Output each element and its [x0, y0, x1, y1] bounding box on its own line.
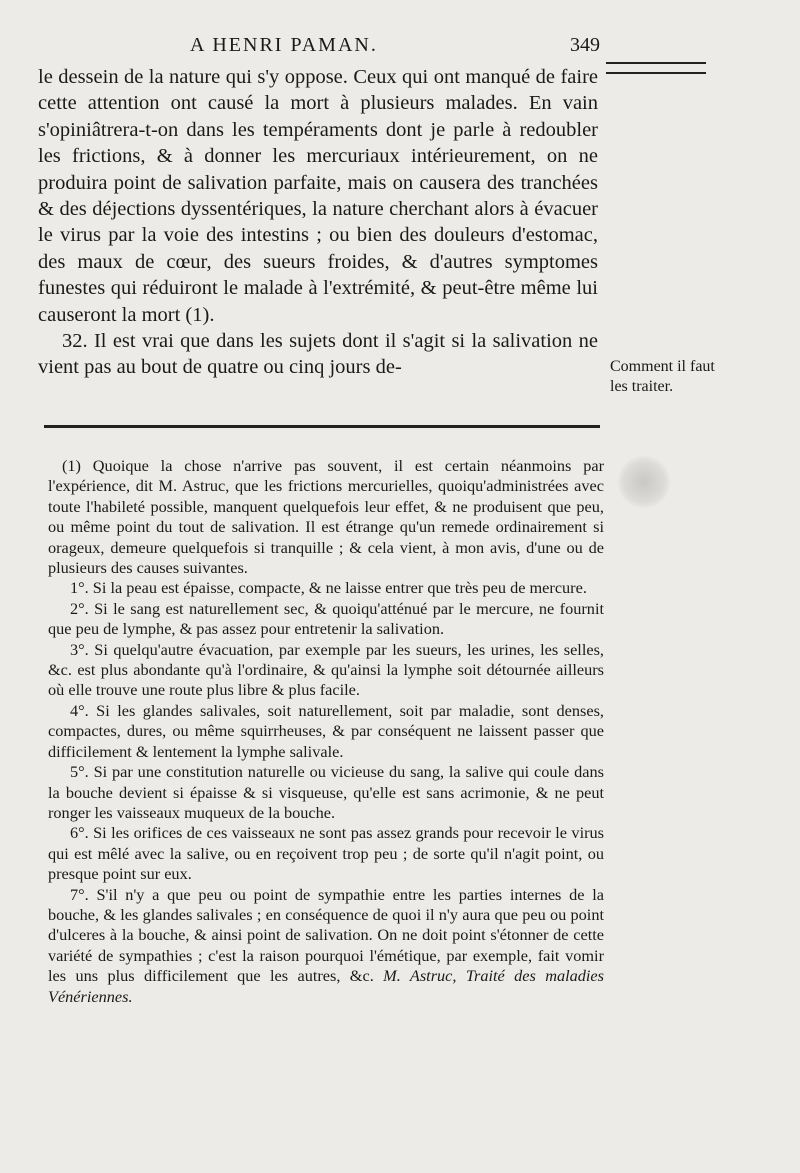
decorative-double-rule	[606, 62, 706, 74]
footnote-item-7-text: 7°. S'il n'y a que peu ou point de sympathie entre les parties internes de la bouche, & les glandes salivales ; en conséquence de quoi il n'y aura que peu ou point d'ulceres à la bouche, & ainsi point de salivation. On ne doit point s'étonner de cette variété de sympathies ; c'est la raison pourquoi l'émétique, par exemple, fait vomir les uns plus difficilement que les autres, &c.	[48, 884, 604, 986]
footnote-item-3: 3°. Si quelqu'autre évacuation, par exemple par les sueurs, les urines, les selles, &c. est plus abondante qu'à l'ordinaire, & qu'ainsi la lymphe soit détournée ailleurs où elle trouve une route plus libre & plus facile.	[48, 639, 604, 700]
footnote	[48, 456, 604, 1007]
footnote-intro: (1) Quoique la chose n'arrive pas souvent, il est certain néanmoins par l'expérience, dit M. Astruc, que les frictions mercurielles, quoiqu'administrées avec toute l'habileté possible, manquent quelquefois leur effet, & ne produisent que peu, ou même point du tout de salivation. Il est étrange qu'un remede ordinairement si orageux, demeure quelquefois si tranquille ; & cela vient, à mon avis, d'une ou de plusieurs des causes suivantes.	[48, 456, 604, 578]
footnote-item-1: 1°. Si la peau est épaisse, compacte, & ne laisse entrer que très peu de mercure.	[70, 578, 587, 598]
footnote-item-7	[48, 885, 604, 1007]
paper-stain	[618, 456, 670, 508]
page-header	[40, 34, 600, 64]
page-number: 349	[570, 34, 600, 56]
footnote-item-6: 6°. Si les orifices de ces vaisseaux ne sont pas assez grands pour recevoir le virus qui est mêlé avec la salive, ou en reçoivent trop peu ; de sorte qu'il n'agit point, ou presque point sur eux.	[48, 823, 604, 884]
main-text	[38, 64, 598, 381]
running-title: A HENRI PAMAN.	[190, 34, 378, 56]
marginal-note: Comment il faut les traiter.	[610, 358, 715, 395]
footnote-separator-rule	[44, 425, 600, 428]
footnote-item-2: 2°. Si le sang est naturellement sec, & quoiqu'atténué par le mercure, ne fournit que peu de lymphe, & pas assez pour entretenir la salivation.	[48, 598, 604, 639]
main-paragraph-2: 32. Il est vrai que dans les sujets dont il s'agit si la salivation ne vient pas au bout de quatre ou cinq jours de-	[38, 330, 598, 379]
footnote-item-5: 5°. Si par une constitution naturelle ou vicieuse du sang, la salive qui coule dans la bouche devient si épaisse & si visqueuse, qu'elle est sans acrimonie, & ne peut ronger les vaisseaux muqueux de la bouche.	[48, 762, 604, 822]
footnote-citation: M. Astruc, Traité des maladies Vénériennes.	[48, 966, 604, 1006]
footnote-item-4: 4°. Si les glandes salivales, soit naturellement, soit par maladie, sont denses, compactes, dures, ou même squirrheuses, & par conséquent ne laissent passer que difficilement & lentement la lymphe salivale.	[48, 700, 604, 761]
main-paragraph-1: le dessein de la nature qui s'y oppose. Ceux qui ont manqué de faire cette attention ont causé la mort à plusieurs malades. En vain s'opiniâtrera-t-on dans les tempéraments dont je parle à redoubler les frictions, & à donner les mercuriaux intérieurement, on ne produira point de salivation parfaite, mais on causera des tranchées & des déjections dyssentériques, la nature cherchant alors à évacuer le virus par la voie des intestins ; ou bien des douleurs d'estomac, des maux de cœur, des sueurs froides, & d'autres symptomes funestes qui réduiront le malade à l'extrémité, & peut-être même lui causeront la mort (1).	[38, 66, 598, 326]
